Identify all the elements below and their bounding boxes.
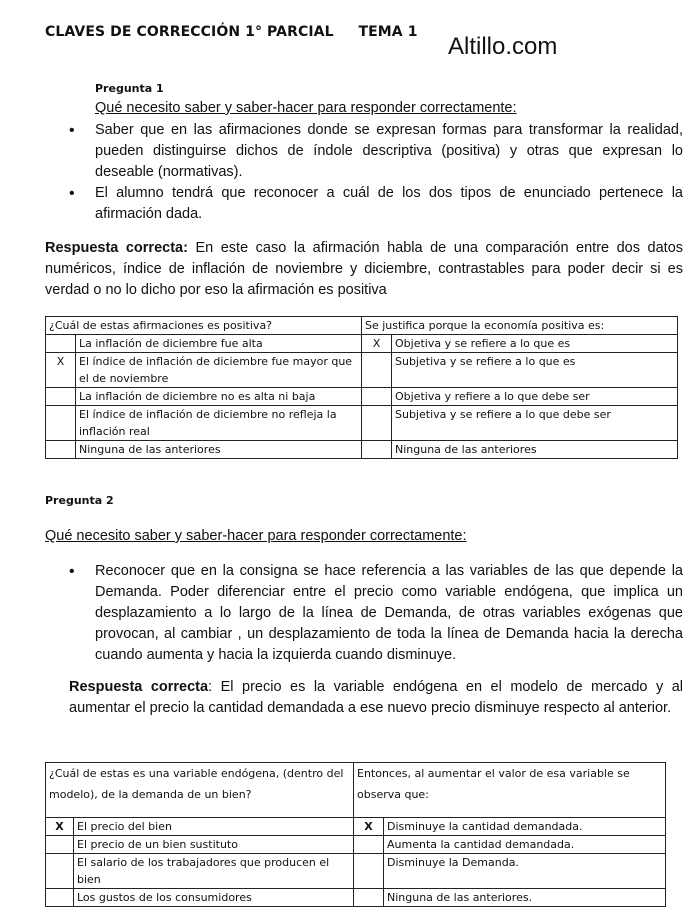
table-row bbox=[46, 441, 678, 459]
table-row bbox=[46, 836, 666, 854]
question-2-answer bbox=[69, 677, 683, 719]
table-header-row bbox=[46, 763, 666, 818]
effect-cell: Disminuye la cantidad demandada. bbox=[384, 818, 666, 836]
table-header-right: Entonces, al aumentar el valor de esa variable se observa que: bbox=[354, 763, 666, 818]
question-1-bullets bbox=[69, 120, 683, 225]
question-2-table bbox=[45, 762, 666, 907]
question-1-subtitle: Qué necesito saber y saber-hacer para responder correctamente: bbox=[95, 100, 517, 116]
table-row bbox=[46, 854, 666, 889]
table-row bbox=[46, 388, 678, 406]
table-row bbox=[46, 889, 666, 907]
answer-text: : El precio es la variable endógena en el modelo de mercado y al aumentar el precio la cantidad demandada a ese nuevo precio disminuye respecto al anterior. bbox=[69, 679, 683, 716]
mark-cell bbox=[46, 388, 76, 406]
table-header-row bbox=[46, 317, 678, 335]
question-2-bullets bbox=[69, 561, 683, 666]
effect-cell: Aumenta la cantidad demandada. bbox=[384, 836, 666, 854]
option-cell: El salario de los trabajadores que producen el bien bbox=[74, 854, 354, 889]
mark-cell bbox=[354, 836, 384, 854]
answer-label: Respuesta correcta: bbox=[45, 240, 188, 256]
question-2-subtitle: Qué necesito saber y saber-hacer para responder correctamente: bbox=[45, 528, 467, 544]
mark-cell bbox=[362, 353, 392, 388]
mark-cell bbox=[46, 889, 74, 907]
page-title: CLAVES DE CORRECCIÓN 1° PARCIAL TEMA 1 bbox=[45, 24, 418, 40]
table-header-left: ¿Cuál de estas es una variable endógena, (dentro del modelo), de la demanda de un bien? bbox=[46, 763, 354, 818]
option-cell: El precio del bien bbox=[74, 818, 354, 836]
justification-cell: Ninguna de las anteriores bbox=[392, 441, 678, 459]
question-1-table bbox=[45, 316, 678, 459]
justification-cell: Subjetiva y se refiere a lo que debe ser bbox=[392, 406, 678, 441]
mark-cell bbox=[46, 854, 74, 889]
mark-cell: X bbox=[354, 818, 384, 836]
mark-cell bbox=[46, 441, 76, 459]
mark-cell bbox=[362, 441, 392, 459]
list-item: • Reconocer que en la consigna se hace referencia a las variables de las que depende la Demanda. Poder diferenciar entre el precio como variable endógena, que implica un desplazamiento a lo largo de la línea de Demanda, de otras variables exógenas que provocan, al cambiar , un desplazamiento de toda la línea de Demanda hacia la derecha cuando aumenta y hacia la izquierda cuando disminuye. bbox=[69, 561, 683, 666]
option-cell: El índice de inflación de diciembre fue mayor que el de noviembre bbox=[76, 353, 362, 388]
list-item: • El alumno tendrá que reconocer a cuál de los dos tipos de enunciado pertenece la afirmación dada. bbox=[69, 183, 683, 225]
mark-cell bbox=[362, 406, 392, 441]
justification-cell: Subjetiva y se refiere a lo que es bbox=[392, 353, 678, 388]
option-cell: La inflación de diciembre fue alta bbox=[76, 335, 362, 353]
question-1-label: Pregunta 1 bbox=[95, 82, 164, 95]
table-row bbox=[46, 335, 678, 353]
answer-label: Respuesta correcta bbox=[69, 679, 209, 695]
mark-cell bbox=[354, 889, 384, 907]
option-cell: Los gustos de los consumidores bbox=[74, 889, 354, 907]
option-cell: El precio de un bien sustituto bbox=[74, 836, 354, 854]
effect-cell: Disminuye la Demanda. bbox=[384, 854, 666, 889]
option-cell: La inflación de diciembre no es alta ni baja bbox=[76, 388, 362, 406]
mark-cell: X bbox=[362, 335, 392, 353]
table-header-right: Se justifica porque la economía positiva es: bbox=[362, 317, 678, 335]
table-row bbox=[46, 818, 666, 836]
brand-watermark: Altillo.com bbox=[448, 33, 558, 60]
mark-cell: X bbox=[46, 353, 76, 388]
answer-text: En este caso la afirmación habla de una comparación entre dos datos numéricos, índice de inflación de noviembre y diciembre, contrastables para poder decir si es verdad o no lo dicho por eso la afirmación es positiva bbox=[45, 240, 684, 298]
justification-cell: Objetiva y se refiere a lo que es bbox=[392, 335, 678, 353]
mark-cell bbox=[46, 335, 76, 353]
mark-cell bbox=[46, 836, 74, 854]
table-row bbox=[46, 353, 678, 388]
mark-cell: X bbox=[46, 818, 74, 836]
question-1-answer bbox=[45, 238, 683, 301]
mark-cell bbox=[354, 854, 384, 889]
table-header-left: ¿Cuál de estas afirmaciones es positiva? bbox=[46, 317, 362, 335]
mark-cell bbox=[362, 388, 392, 406]
option-cell: El índice de inflación de diciembre no refleja la inflación real bbox=[76, 406, 362, 441]
table-row bbox=[46, 406, 678, 441]
option-cell: Ninguna de las anteriores bbox=[76, 441, 362, 459]
question-2-label: Pregunta 2 bbox=[45, 494, 114, 507]
effect-cell: Ninguna de las anteriores. bbox=[384, 889, 666, 907]
mark-cell bbox=[46, 406, 76, 441]
list-item: • Saber que en las afirmaciones donde se expresan formas para transformar la realidad, pueden distinguirse dichos de índole descriptiva (positiva) y otras que expresan lo deseable (normativas). bbox=[69, 120, 683, 183]
justification-cell: Objetiva y refiere a lo que debe ser bbox=[392, 388, 678, 406]
